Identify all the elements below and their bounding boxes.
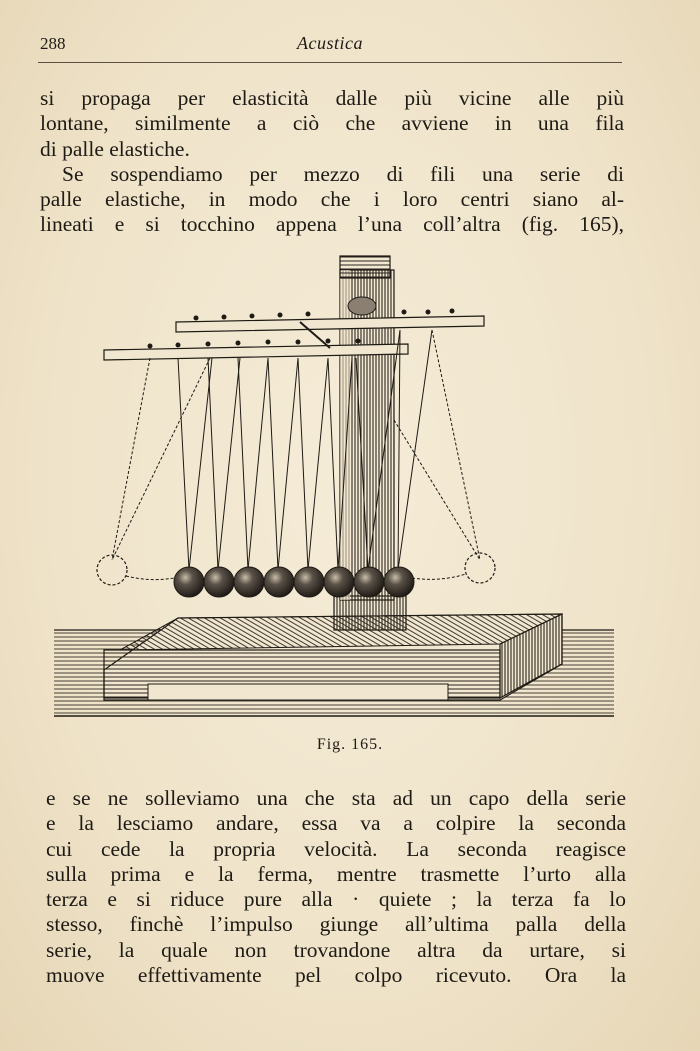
text-line: si propaga per elasticità dalle più vicine alle più xyxy=(40,86,624,110)
figure-caption: Fig. 165. xyxy=(316,736,384,753)
running-head: Acustica xyxy=(297,33,363,53)
top-text-block xyxy=(40,86,624,238)
text-line: sulla prima e la ferma, mentre trasmette l’urto alla xyxy=(46,861,626,886)
text-line: palle elastiche, in modo che i loro centri siano al- xyxy=(40,187,624,212)
text-line: serie, la quale non trovandone altra da urtare, si xyxy=(46,937,626,962)
base-block xyxy=(104,614,562,700)
suspension-strings xyxy=(112,330,480,580)
upper-rod xyxy=(176,309,484,333)
text-line: lontane, similmente a ciò che avviene in una fila xyxy=(40,111,624,136)
newtons-cradle-illustration xyxy=(50,248,620,718)
text-line: cui cede la propria velocità. La seconda reagisce xyxy=(46,836,626,861)
ghost-ball-right xyxy=(465,553,495,583)
bottom-text-block xyxy=(46,786,626,988)
pendulum-balls xyxy=(174,567,414,597)
text-line: e la lesciamo andare, essa va a colpire la seconda xyxy=(46,811,626,836)
text-line: stesso, finchè l’impulso giunge all’ultima palla della xyxy=(46,912,626,937)
text-line: Se sospendiamo per mezzo di fili una serie di xyxy=(62,161,624,186)
text-line: lineati e si tocchino appena l’una coll’altra (fig. 165), xyxy=(40,212,624,237)
text-line: muove effettivamente pel colpo ricevuto. Ora la xyxy=(46,963,626,988)
text-line: e se ne solleviamo una che sta ad un capo della serie xyxy=(46,786,626,810)
page-header xyxy=(38,32,622,63)
text-line: di palle elastiche. xyxy=(40,136,190,161)
text-line: terza e si riduce pure alla · quiete ; la terza fa lo xyxy=(46,887,626,912)
page-number: 288 xyxy=(40,34,66,53)
